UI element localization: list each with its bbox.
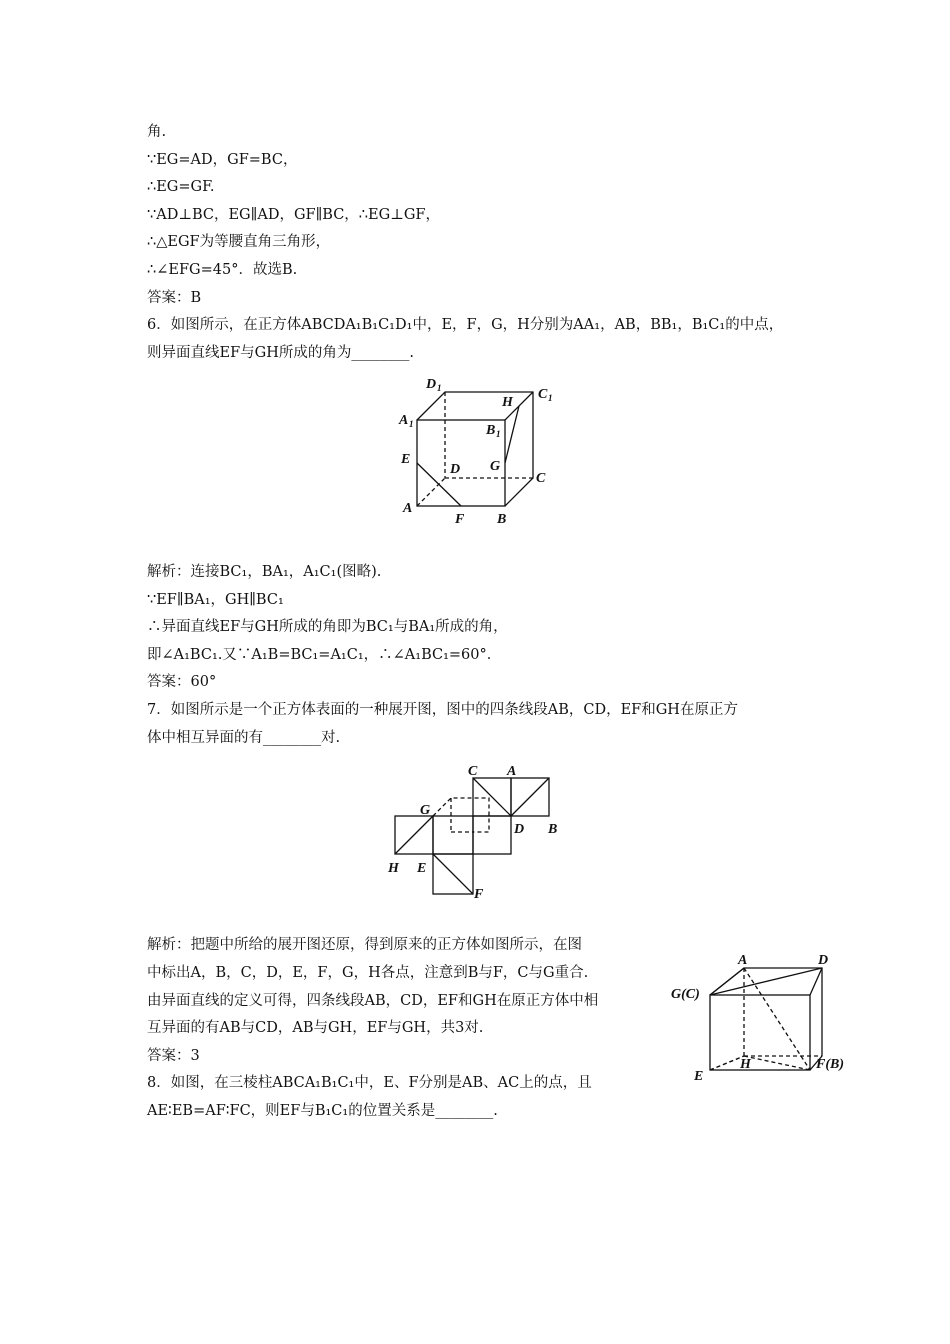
label-e: E xyxy=(417,861,427,876)
answer-line: 答案：60° xyxy=(147,674,217,690)
segment-eh xyxy=(710,1056,744,1070)
text-line: 由异面直线的定义可得，四条线段AB，CD，EF和GH在原正方体中相 xyxy=(147,993,599,1009)
segment-ef xyxy=(433,854,473,894)
label-a: A xyxy=(738,953,748,968)
net-face xyxy=(473,816,511,854)
cube-figure-q6 xyxy=(390,370,570,530)
segment-gh xyxy=(505,406,519,463)
question-6: 6．如图所示，在正方体ABCDA₁B₁C₁D₁中，E，F，G，H分别为AA₁，AB，BB₁，B₁C₁的中点， xyxy=(147,317,784,333)
cube-net-figure-q7 xyxy=(385,760,575,905)
svg-text:1: 1 xyxy=(548,393,553,403)
text-line: 解析：把题中所给的展开图还原，得到原来的正方体如图所示，在图 xyxy=(147,937,582,953)
label-d: D xyxy=(514,822,525,837)
label-h: H xyxy=(502,395,513,410)
label-c1: C xyxy=(538,387,548,402)
label-b: B xyxy=(548,822,558,837)
segment-ab xyxy=(511,778,549,816)
segment-gh xyxy=(395,816,433,854)
question-7-cont: 体中相互异面的有________对. xyxy=(147,730,341,746)
segment-hf xyxy=(744,1056,810,1070)
text-line: ∴EG=GF. xyxy=(147,179,215,195)
label-b1: B xyxy=(486,423,496,438)
question-8-cont: AE∶EB=AF∶FC，则EF与B₁C₁的位置关系是________. xyxy=(147,1103,498,1119)
segment-ab xyxy=(744,968,810,1070)
label-d: D xyxy=(818,953,829,968)
text-line: 互异面的有AB与CD，AB与GH，EF与GH，共3对. xyxy=(147,1020,484,1036)
label-a1: A xyxy=(399,413,409,428)
label-a: A xyxy=(403,501,413,516)
text-line: 解析：连接BC₁，BA₁，A₁C₁(图略). xyxy=(147,564,382,580)
text-line: ∴异面直线EF与GH所成的角即为BC₁与BA₁所成的角， xyxy=(147,619,508,635)
text-line: 即∠A₁BC₁.又∵A₁B=BC₁=A₁C₁，∴∠A₁BC₁=60°． xyxy=(147,647,502,663)
label-b: B xyxy=(497,512,507,527)
text-line: ∵EF∥BA₁，GH∥BC₁ xyxy=(147,592,284,608)
text-line: ∵EG=AD，GF=BC， xyxy=(147,152,298,168)
label-g: G xyxy=(420,803,431,818)
question-7: 7．如图所示是一个正方体表面的一种展开图，图中的四条线段AB，CD，EF和GH在原正方 xyxy=(147,702,738,718)
label-f: F xyxy=(474,887,484,902)
svg-text:1: 1 xyxy=(409,419,414,429)
label-gc: G(C) xyxy=(671,987,700,1002)
cube-hidden-edge xyxy=(417,478,445,506)
text-line: ∴△EGF为等腰直角三角形， xyxy=(147,234,331,250)
label-d1: D xyxy=(426,377,437,392)
net-face xyxy=(433,816,473,854)
label-f: F xyxy=(455,512,465,527)
text-line: 角. xyxy=(147,124,167,140)
label-h: H xyxy=(740,1057,751,1072)
label-c: C xyxy=(468,764,478,779)
cube-edge xyxy=(810,968,822,995)
text-line: ∴∠EFG=45°．故选B. xyxy=(147,262,298,278)
segment-cd xyxy=(473,778,511,816)
text-line: 中标出A，B，C，D，E，F，G，H各点，注意到B与F，C与G重合. xyxy=(147,965,589,981)
question-6-cont: 则异面直线EF与GH所成的角为________. xyxy=(147,345,414,361)
question-8: 8．如图，在三棱柱ABCA₁B₁C₁中，E、F分别是AB、AC上的点，且 xyxy=(147,1075,592,1091)
dashed-edge xyxy=(433,798,489,832)
label-a: A xyxy=(507,764,517,779)
label-fb: F(B) xyxy=(816,1057,844,1072)
answer-line: 答案：3 xyxy=(147,1048,200,1064)
label-e: E xyxy=(401,452,411,467)
label-e: E xyxy=(694,1069,704,1084)
svg-text:1: 1 xyxy=(437,383,442,393)
label-c: C xyxy=(536,471,546,486)
label-g: G xyxy=(490,459,501,474)
svg-text:1: 1 xyxy=(496,429,501,439)
restored-cube-figure-q7 xyxy=(668,948,868,1088)
answer-line: 答案：B xyxy=(147,290,202,306)
label-h: H xyxy=(388,861,399,876)
text-line: ∵AD⊥BC，EG∥AD，GF∥BC，∴EG⊥GF， xyxy=(147,207,440,223)
cube-back-edges xyxy=(710,968,822,1070)
label-d: D xyxy=(450,462,461,477)
